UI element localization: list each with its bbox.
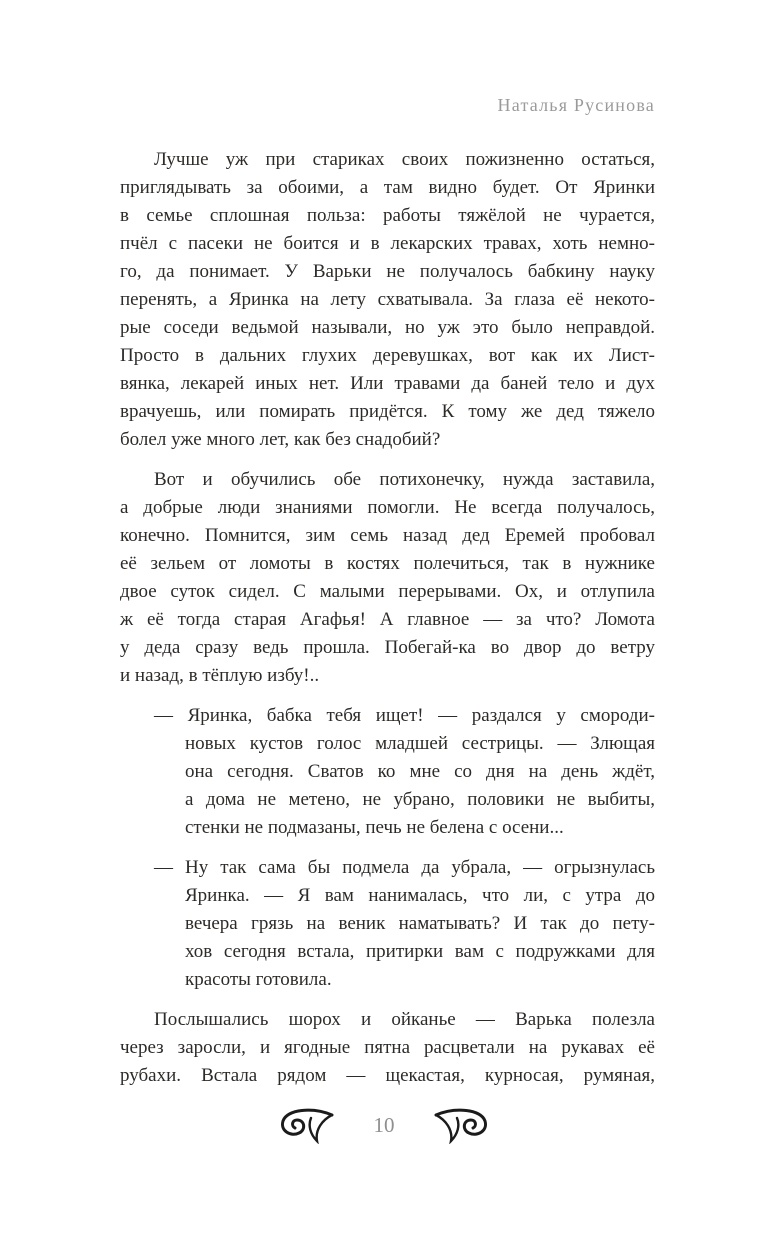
- flourish-right-icon: [433, 1106, 491, 1144]
- text-line: врачуешь, или помирать придётся. К тому же дед тяжело: [120, 401, 655, 422]
- text-line: Просто в дальних глухих деревушках, вот как их Лист-: [120, 345, 655, 366]
- text-line: рубахи. Встала рядом — щекастая, курносая, румяная,: [120, 1065, 655, 1086]
- page-number: 10: [373, 1112, 395, 1137]
- text-line: рые соседи ведьмой называли, но уж это было неправдой.: [120, 317, 655, 338]
- text-line: вянка, лекарей иных нет. Или травами да баней тело и дух: [120, 373, 655, 394]
- text-line: у деда сразу ведь прошла. Побегай-ка во двор до ветру: [120, 637, 655, 658]
- text-line: пчёл с пасеки не боится и в лекарских травах, хоть немно-: [120, 233, 655, 254]
- text-line: конечно. Помнится, зим семь назад дед Еремей пробовал: [120, 525, 655, 546]
- text-line: её зельем от ломоты в костях полечиться, так в нужнике: [120, 553, 655, 574]
- text-block: [120, 146, 655, 1090]
- paragraph-2: [120, 466, 655, 690]
- text-line: стенки не подмазаны, печь не белена с осени...: [185, 817, 564, 838]
- text-line: а добрые люди знаниями помогли. Не всегда получалось,: [120, 497, 655, 518]
- text-line: Лучше уж при стариках своих пожизненно остаться,: [154, 149, 655, 170]
- text-line: — Яринка, бабка тебя ищет! — раздался у смороди-: [154, 705, 655, 726]
- text-line: и назад, в тёплую избу!..: [120, 665, 320, 686]
- paragraph-3-dialogue: [154, 702, 655, 842]
- paragraph-1: [120, 146, 655, 454]
- text-line: Яринка. — Я вам нанималась, что ли, с утра до: [185, 885, 655, 906]
- text-line: — Ну так сама бы подмела да убрала, — огрызнулась: [154, 857, 655, 878]
- text-line: она сегодня. Сватов ко мне со дня на день ждёт,: [185, 761, 655, 782]
- page-footer: [0, 1106, 768, 1144]
- running-head-author: Наталья Русинова: [497, 95, 655, 115]
- text-line: го, да понимает. У Варьки не получалось бабкину науку: [120, 261, 655, 282]
- paragraph-5: [120, 1006, 655, 1090]
- text-line: хов сегодня встала, притирки вам с подружками для: [185, 941, 655, 962]
- text-line: а дома не метено, не убрано, половики не выбиты,: [185, 789, 655, 810]
- text-line: приглядывать за обоими, а там видно будет. От Яринки: [120, 177, 655, 198]
- flourish-left-icon: [277, 1106, 335, 1144]
- text-line: ж её тогда старая Агафья! А главное — за что? Ломота: [120, 609, 655, 630]
- text-line: двое суток сидел. С малыми перерывами. Ох, и отлупила: [120, 581, 655, 602]
- text-line: болел уже много лет, как без снадобий?: [120, 429, 441, 450]
- text-line: красоты готовила.: [185, 969, 332, 990]
- text-line: в семье сплошная польза: работы тяжёлой не чурается,: [120, 205, 655, 226]
- text-line: перенять, а Яринка на лету схватывала. За глаза её некото-: [120, 289, 655, 310]
- paragraph-4-dialogue: [154, 854, 655, 994]
- text-line: через заросли, и ягодные пятна расцветали на рукавах её: [120, 1037, 655, 1058]
- text-line: Вот и обучились обе потихонечку, нужда заставила,: [154, 469, 655, 490]
- text-line: новых кустов голос младшей сестрицы. — Злющая: [185, 733, 655, 754]
- text-line: вечера грязь на веник наматывать? И так до пету-: [185, 913, 655, 934]
- text-line: Послышались шорох и ойканье — Варька полезла: [154, 1009, 655, 1030]
